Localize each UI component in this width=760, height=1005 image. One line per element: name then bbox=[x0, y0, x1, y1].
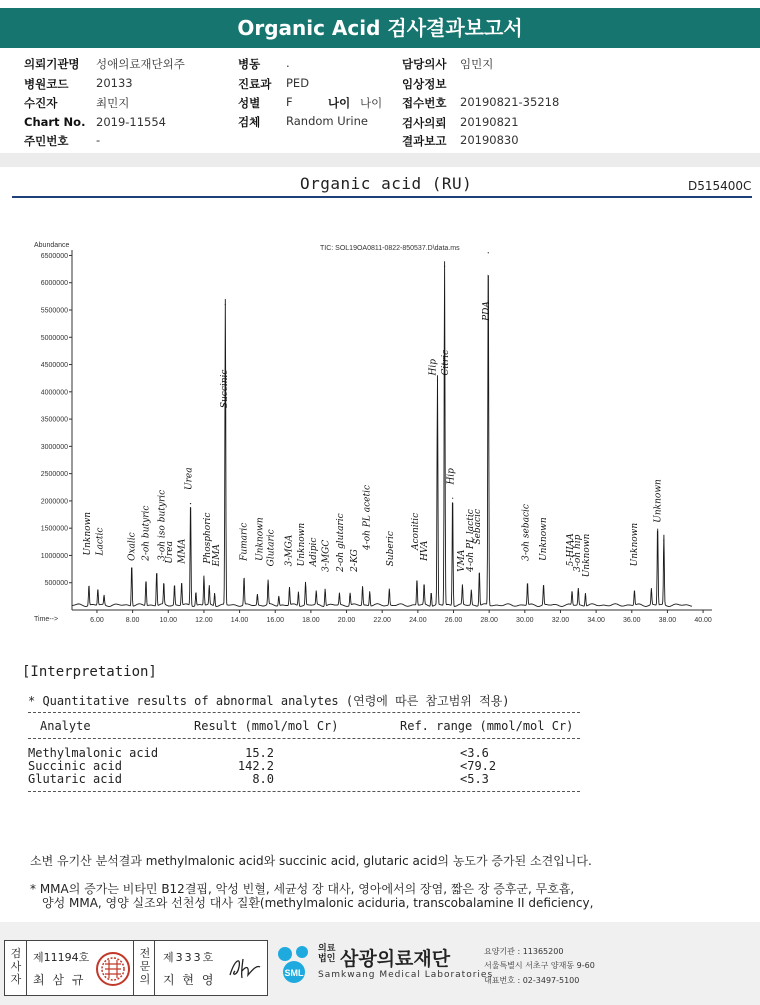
peak-point bbox=[181, 586, 182, 587]
peak-point bbox=[156, 574, 157, 575]
peak-point bbox=[88, 589, 89, 590]
department-value: PED bbox=[286, 76, 310, 90]
clinical-label: 임상정보 bbox=[402, 77, 447, 91]
header-analyte: Analyte bbox=[40, 719, 91, 733]
y-tick-label: 6500000 bbox=[40, 252, 68, 260]
separator-band bbox=[0, 153, 760, 167]
hospital-code-label: 병원코드 bbox=[24, 77, 69, 91]
x-tick-label: 32.00 bbox=[551, 617, 570, 624]
peak-point bbox=[163, 588, 164, 589]
peak-point bbox=[243, 581, 244, 582]
x-axis-label: Time--> bbox=[34, 616, 59, 623]
x-tick-label: 34.00 bbox=[587, 617, 605, 624]
peak-annotation: Fumaric bbox=[239, 522, 250, 561]
peak-annotation: 2-oh butyric bbox=[141, 505, 152, 561]
peak-annotation: Lactic bbox=[95, 527, 106, 556]
interpretation-note-2: 양성 MMA, 영양 실조와 선천성 대사 질환(methylmalonic aciduria, transcobalamine II deficiency, bbox=[42, 896, 594, 910]
accession-label: 접수번호 bbox=[402, 96, 447, 110]
peak-point bbox=[174, 589, 175, 590]
peak-point bbox=[657, 529, 658, 530]
x-tick-label: 30.00 bbox=[516, 617, 534, 624]
x-tick-label: 38.00 bbox=[658, 617, 677, 624]
peak-annotation: Urea bbox=[184, 467, 195, 490]
y-tick-label: 2000000 bbox=[40, 498, 68, 506]
department-label: 진료과 bbox=[238, 77, 272, 91]
peak-point bbox=[278, 600, 279, 601]
patient-label: 수진자 bbox=[24, 96, 58, 110]
peak-point bbox=[585, 596, 586, 597]
table-rule-bottom bbox=[28, 791, 580, 792]
peak-annotation: 3-oh hip bbox=[573, 534, 584, 572]
peak-annotation: Unknown bbox=[255, 517, 266, 561]
peak-point bbox=[651, 593, 652, 594]
y-tick-label: 1500000 bbox=[40, 525, 68, 533]
doctor-value: 임민지 bbox=[460, 57, 494, 71]
y-axis-label: Abundance bbox=[34, 242, 70, 249]
peak-point bbox=[190, 503, 191, 504]
x-tick-label: 16.00 bbox=[266, 617, 284, 624]
request-date-label: 검사의뢰 bbox=[402, 116, 447, 130]
peak-point bbox=[316, 596, 317, 597]
row-result: 142.2 bbox=[237, 759, 274, 773]
table-rule-top bbox=[28, 712, 580, 713]
ward-label: 병동 bbox=[238, 57, 261, 71]
peak-point bbox=[362, 590, 363, 591]
report-title: Organic Acid 검사결과보고서 bbox=[0, 8, 760, 48]
chart-title: TIC: SOL19OA0811-0822-850537.D\data.ms bbox=[320, 245, 460, 252]
doctor-label: 담당의사 bbox=[402, 57, 447, 71]
inspector-name: 최 삼 규 bbox=[33, 973, 86, 987]
row-analyte: Methylmalonic acid bbox=[28, 746, 159, 760]
peak-annotation: 3-MGC bbox=[321, 539, 332, 572]
sex-value: F bbox=[286, 95, 293, 109]
lab-logo-icon bbox=[272, 942, 316, 986]
row-ref: <5.3 bbox=[460, 772, 489, 786]
age-value: 나이 bbox=[360, 96, 383, 110]
row-ref: <79.2 bbox=[460, 759, 497, 773]
peak-annotation: Unknown bbox=[296, 522, 307, 567]
peak-annotation: Citric bbox=[441, 349, 452, 376]
ward-value: . bbox=[286, 56, 290, 70]
inspector-label: 검사자 bbox=[10, 947, 22, 986]
peak-annotation: 3-MGA bbox=[284, 534, 295, 567]
peak-annotation: 4-oh PL lactic bbox=[466, 509, 477, 572]
peak-point bbox=[423, 589, 424, 590]
peak-point bbox=[416, 583, 417, 584]
x-tick-label: 6.00 bbox=[90, 617, 104, 624]
peak-annotation: 3-oh iso butyric bbox=[157, 489, 168, 561]
lab-phone: 대표번호 : 02-3497-5100 bbox=[484, 976, 580, 985]
peak-annotation: Hip bbox=[428, 358, 439, 376]
inspector-seal bbox=[93, 949, 133, 989]
peak-annotation: Aconitic bbox=[410, 512, 421, 550]
peak-annotation: Hip bbox=[446, 468, 457, 485]
y-tick-label: 5500000 bbox=[40, 307, 68, 315]
peak-annotation: Unknown bbox=[581, 533, 592, 578]
age-label: 나이 bbox=[328, 96, 351, 110]
confirmer-label: 전문의 bbox=[139, 947, 151, 986]
lab-english-name: Samkwang Medical Laboratories bbox=[318, 970, 494, 980]
lab-legal-prefix: 의료법인 bbox=[318, 944, 336, 964]
request-date-value: 20190821 bbox=[460, 115, 519, 129]
peak-annotation: 2-KG bbox=[350, 549, 361, 572]
specimen-value: Random Urine bbox=[286, 114, 368, 128]
interpretation-note-1: * MMA의 증가는 비타민 B12결핍, 악성 빈혈, 세균성 장 대사, 영아에서의 장염, 짧은 장 증후군, 무호흡, bbox=[30, 882, 575, 896]
peak-point bbox=[437, 380, 438, 381]
peak-point bbox=[444, 266, 445, 267]
peak-point bbox=[214, 596, 215, 597]
peak-point bbox=[479, 574, 480, 575]
row-analyte: Glutaric acid bbox=[28, 772, 122, 786]
patient-info bbox=[0, 52, 760, 152]
peak-annotation: HVA bbox=[419, 540, 430, 561]
peak-point bbox=[195, 596, 196, 597]
peak-point bbox=[257, 598, 258, 599]
peak-point bbox=[389, 593, 390, 594]
row-result: 8.0 bbox=[252, 772, 274, 786]
peak-annotation: PDA bbox=[482, 301, 493, 321]
peak-point bbox=[527, 586, 528, 587]
peak-point bbox=[663, 540, 664, 541]
peak-annotation: 3-oh sebacic bbox=[521, 504, 532, 561]
peak-annotation: EMA bbox=[212, 544, 223, 567]
confirmer-license: 제333호 bbox=[163, 951, 216, 964]
peak-annotation: Unknown bbox=[630, 522, 641, 567]
peak-annotation: Succinic bbox=[220, 369, 231, 409]
peak-point bbox=[571, 595, 572, 596]
peak-point bbox=[488, 252, 489, 253]
results-table-title: * Quantitative results of abnormal analytes (연령에 따른 참고범위 적용) bbox=[28, 694, 510, 708]
row-analyte: Succinic acid bbox=[28, 759, 122, 773]
peak-point bbox=[203, 580, 204, 581]
peak-point bbox=[634, 594, 635, 595]
peak-point bbox=[298, 595, 299, 596]
signature-box bbox=[4, 940, 268, 996]
lab-code: 요양기관 : 11365200 bbox=[484, 947, 564, 956]
chart-no-label: Chart No. bbox=[24, 115, 86, 129]
interpretation-summary: 소변 유기산 분석결과 methylmalonic acid와 succinic acid, glutaric acid의 농도가 증가된 소견입니다. bbox=[30, 854, 592, 868]
peak-annotation: Unknown bbox=[539, 517, 550, 561]
x-tick-label: 18.00 bbox=[302, 617, 320, 624]
chromatogram-chart bbox=[0, 236, 760, 636]
x-tick-label: 20.00 bbox=[337, 617, 356, 624]
header-ref: Ref. range (mmol/mol Cr) bbox=[400, 719, 574, 733]
inspector-license: 제11194호 bbox=[33, 951, 90, 964]
peak-point bbox=[289, 591, 290, 592]
report-date-value: 20190830 bbox=[460, 133, 519, 147]
peak-point bbox=[97, 593, 98, 594]
peak-point bbox=[268, 585, 269, 586]
peak-point bbox=[225, 304, 226, 305]
x-tick-label: 40.00 bbox=[694, 617, 712, 624]
x-tick-label: 22.00 bbox=[373, 617, 391, 624]
peak-annotation: Glutaric bbox=[266, 529, 277, 567]
institution-value: 성애의료재단외주 bbox=[96, 57, 185, 71]
resident-no-label: 주민번호 bbox=[24, 134, 69, 148]
peak-point bbox=[471, 594, 472, 595]
x-tick-label: 36.00 bbox=[623, 617, 641, 624]
peak-annotation: Unknown bbox=[82, 511, 93, 556]
y-tick-label: 6000000 bbox=[40, 280, 68, 288]
peak-point bbox=[369, 595, 370, 596]
resident-no-value: - bbox=[96, 133, 101, 147]
peak-annotation: Oxalic bbox=[127, 532, 138, 561]
patient-value: 최민지 bbox=[96, 96, 130, 110]
accession-value: 20190821-35218 bbox=[460, 95, 560, 109]
section-rule bbox=[12, 196, 752, 198]
peak-point bbox=[209, 590, 210, 591]
x-tick-label: 10.00 bbox=[159, 617, 178, 624]
peak-annotation: MMA bbox=[177, 538, 188, 564]
peak-point bbox=[578, 592, 579, 593]
table-rule-mid bbox=[28, 738, 580, 739]
institution-label: 의뢰기관명 bbox=[24, 57, 80, 71]
section-code: D515400C bbox=[688, 179, 752, 193]
peak-point bbox=[452, 498, 453, 499]
peak-point bbox=[131, 568, 132, 569]
section-title: Organic acid (RU) bbox=[300, 174, 473, 193]
y-tick-label: 4000000 bbox=[40, 389, 68, 397]
peak-annotation: VMA bbox=[457, 549, 468, 572]
x-tick-label: 28.00 bbox=[480, 617, 498, 624]
report-date-label: 결과보고 bbox=[402, 134, 447, 148]
peak-point bbox=[462, 590, 463, 591]
hospital-code-value: 20133 bbox=[96, 76, 133, 90]
peak-annotation: Adipic bbox=[309, 537, 320, 567]
row-result: 15.2 bbox=[245, 746, 274, 760]
x-tick-label: 8.00 bbox=[125, 617, 140, 624]
y-tick-label: 3500000 bbox=[40, 416, 68, 424]
confirmer-signature bbox=[227, 953, 263, 983]
lab-address: 서울특별시 서초구 양재동 9-60 bbox=[484, 961, 595, 970]
row-ref: <3.6 bbox=[460, 746, 489, 760]
peak-point bbox=[305, 586, 306, 587]
peak-annotation: Urea bbox=[164, 541, 175, 564]
peak-point bbox=[350, 597, 351, 598]
peak-point bbox=[103, 600, 104, 601]
header-result: Result (mmol/mol Cr) bbox=[194, 719, 339, 733]
peak-point bbox=[325, 592, 326, 593]
lab-name: 삼광의료재단 bbox=[340, 948, 451, 970]
peak-annotation: Sebacic bbox=[473, 508, 484, 545]
peak-point bbox=[145, 584, 146, 585]
peak-point bbox=[339, 597, 340, 598]
peak-annotation: Phosphoric bbox=[203, 512, 214, 564]
peak-point bbox=[543, 589, 544, 590]
peak-annotation: 4-oh PL acetic bbox=[362, 484, 373, 550]
specimen-label: 검체 bbox=[238, 115, 261, 129]
x-tick-label: 12.00 bbox=[195, 617, 213, 624]
peak-annotation: Unknown bbox=[653, 479, 664, 523]
x-tick-label: 26.00 bbox=[444, 617, 463, 624]
peak-point bbox=[431, 595, 432, 596]
y-tick-label: 1000000 bbox=[40, 552, 68, 560]
y-tick-label: 2500000 bbox=[40, 471, 68, 479]
y-tick-label: 4500000 bbox=[40, 362, 68, 370]
y-tick-label: 3000000 bbox=[40, 443, 68, 451]
sex-label: 성별 bbox=[238, 96, 261, 110]
interpretation-heading: [Interpretation] bbox=[22, 664, 157, 680]
peak-annotation: 2-oh glutaric bbox=[335, 513, 346, 572]
y-tick-label: 500000 bbox=[44, 580, 68, 588]
x-tick-label: 14.00 bbox=[230, 617, 249, 624]
peak-annotation: 5-HIAA bbox=[565, 533, 576, 567]
x-tick-label: 24.00 bbox=[409, 617, 427, 624]
y-tick-label: 5000000 bbox=[40, 334, 68, 342]
peak-annotation: Suberic bbox=[385, 531, 396, 567]
confirmer-name: 지 현 영 bbox=[163, 973, 216, 987]
lab-logo-text: SML bbox=[284, 968, 304, 978]
chart-no-value: 2019-11554 bbox=[96, 115, 166, 129]
